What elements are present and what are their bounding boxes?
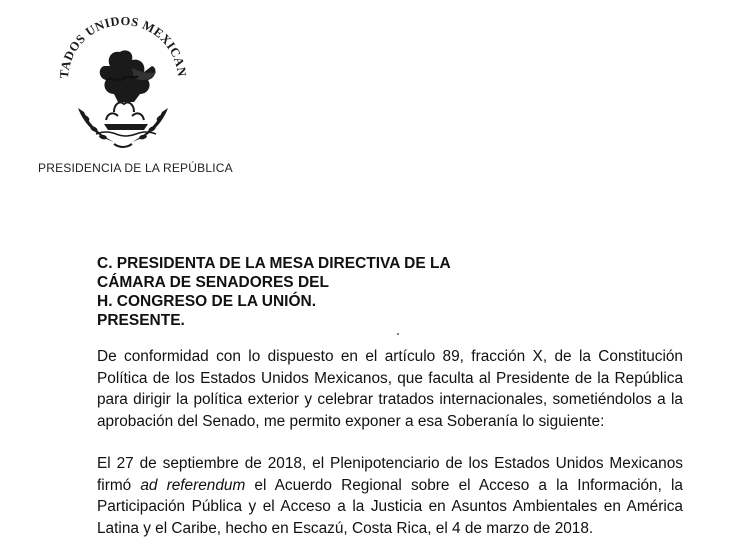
office-name: PRESIDENCIA DE LA REPÚBLICA xyxy=(38,161,233,175)
svg-text:ESTADOS UNIDOS MEXICANOS: TADOS UNIDOS MEXICAN xyxy=(56,13,190,79)
coat-of-arms-seal xyxy=(48,8,198,156)
paragraph-text: el Acuerdo Regional sobre el Acceso a la Información, la Participación Pública y el Acceso a la Justicia en Asuntos Ambientales en América Latina y el Caribe, hecho en Escazú, Costa Rica, el 4 de marzo de 2018. xyxy=(97,476,683,537)
italic-term: ad referendum xyxy=(140,476,246,494)
paragraph-text: El 27 de septiembre de 2018, el Plenipotenciario de los Estados Unidos Mexicanos firmó xyxy=(97,455,683,494)
scan-speck xyxy=(397,333,399,335)
addressee-line: C. PRESIDENTA DE LA MESA DIRECTIVA DE LA xyxy=(97,255,451,272)
addressee-block xyxy=(97,254,451,330)
addressee-line: PRESENTE. xyxy=(97,312,185,329)
addressee-line: CÁMARA DE SENADORES DEL xyxy=(97,274,329,291)
addressee-line: H. CONGRESO DE LA UNIÓN. xyxy=(97,293,317,310)
body-paragraph-1: De conformidad con lo dispuesto en el artículo 89, fracción X, de la Constitución Política de los Estados Unidos Mexicanos, que faculta al Presidente de la República para dirigir la política exterior y celebrar tratados internacionales, sometiéndolos a la aprobación del Senado, me permito exponer a esa Soberanía lo siguiente: xyxy=(97,348,683,430)
body-paragraph-2 xyxy=(97,453,683,539)
